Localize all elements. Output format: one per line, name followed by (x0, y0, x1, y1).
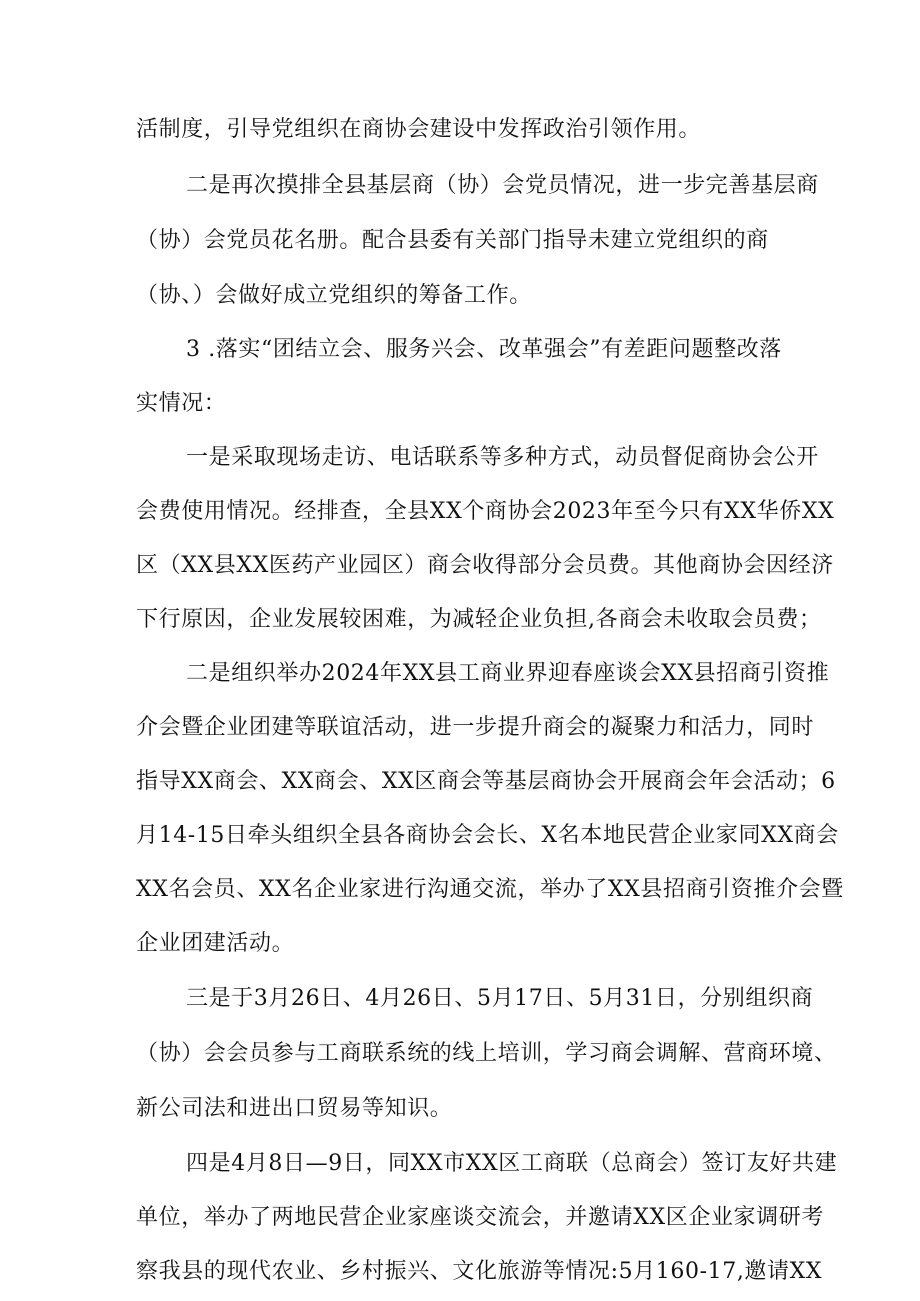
text-line-8: 会费使用情况。经排查，全县XX个商协会2023年至今只有XX华侨XX (136, 499, 835, 524)
text-line-10: 下行原因，企业发展较困难，为减轻企业负担,各商会未收取会员费； (136, 607, 822, 632)
text-line-12: 介会暨企业团建等联谊活动，进一步提升商会的凝聚力和活力，同时 (136, 715, 815, 740)
text-line-22: 察我县的现代农业、乡村振兴、文化旅游等情况:5月160-17,邀请XX (136, 1259, 823, 1284)
text-line-1: 活制度，引导党组织在商协会建设中发挥政治引领作用。 (136, 117, 702, 142)
text-line-13: 指导XX商会、XX商会、XX区商会等基层商协会开展商会年会活动；6 (136, 769, 836, 794)
text-line-20: 四是4月8日—9日，同XX市XX区工商联（总商会）签订友好共建 (186, 1151, 838, 1176)
text-line-21: 单位，举办了两地民营企业家座谈交流会，并邀请XX区企业家调研考 (136, 1205, 824, 1230)
text-line-17: 三是于3月26日、4月26日、5月17日、5月31日，分别组织商 (186, 986, 814, 1011)
text-line-16: 企业团建活动。 (136, 931, 295, 956)
text-line-14: 月14-15日牵头组织全县各商协会会长、X名本地民营企业家同XX商会 (136, 823, 839, 848)
text-line-2: 二是再次摸排全县基层商（协）会党员情况，进一步完善基层商 (186, 173, 819, 198)
text-line-19: 新公司法和进出口贸易等知识。 (136, 1096, 453, 1121)
text-line-7: 一是采取现场走访、电话联系等多种方式，动员督促商协会公开 (186, 445, 819, 470)
text-line-9: 区（XX县XX医药产业园区）商会收得部分会员费。其他商协会因经济 (136, 553, 834, 578)
text-line-15: XX名会员、XX名企业家进行沟通交流，举办了XX县招商引资推介会暨 (136, 877, 844, 902)
text-line-18: （协）会会员参与工商联系统的线上培训，学习商会调解、营商环境、 (136, 1041, 837, 1066)
text-line-11: 二是组织举办2024年XX县工商业界迎春座谈会XX县招商引资推 (186, 661, 830, 686)
text-line-4: （协、）会做好成立党组织的筹备工作。 (136, 283, 532, 308)
text-line-6: 实情况： (136, 391, 227, 416)
text-line-3: （协）会党员花名册。配合县委有关部门指导未建立党组织的商 (136, 228, 769, 253)
text-line-5: 3 .落实“团结立会、服务兴会、改革强会”有差距问题整改落 (186, 337, 782, 362)
